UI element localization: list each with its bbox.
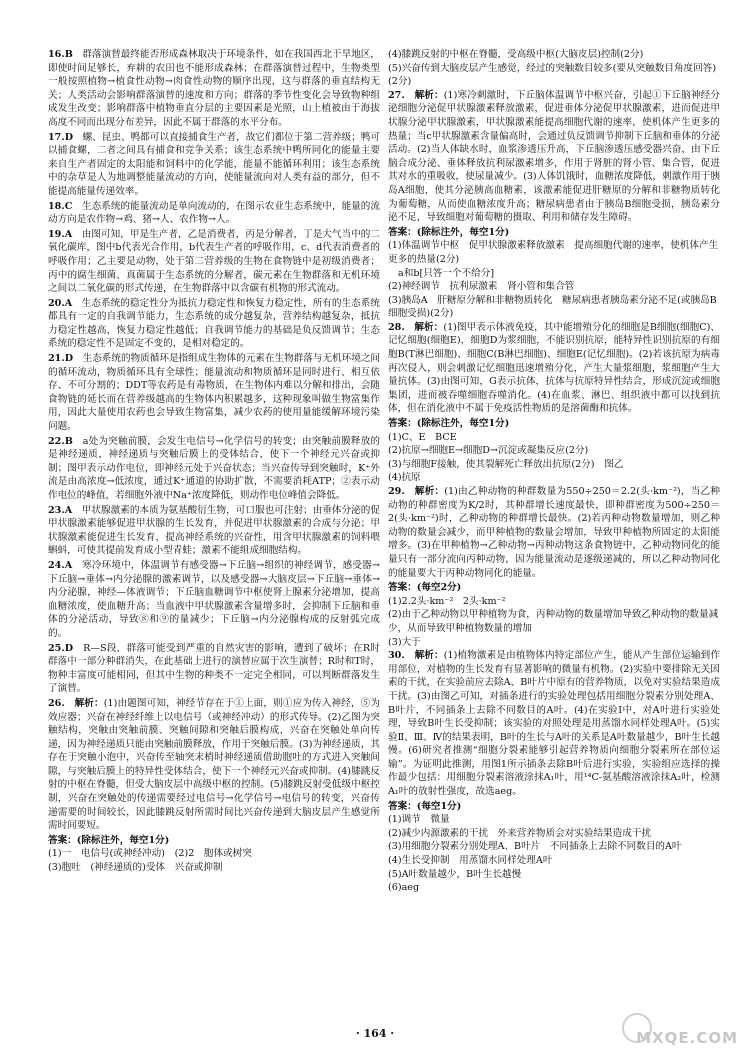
question-text: (1)由乙种动物的种群数量为550÷250＝2.2(头·km⁻²)，当乙种动物的种群密度为K/2时，其种群增长速度最快，即种群密度为500÷250＝2(头·km⁻²)时，乙种动物的种群增长最快。(2)若丙种动物数量增加，则乙种动物的数量会减少，而甲种植物的数量会增加，导致甲种植物所固定的太阳能增多。(3)在甲种植物→乙种动物→丙种动物这条食物链中，乙种动物同化的能量只有一部分流向丙种动物，因为能量流动是逐级递减的，所以乙种动物同化的能量要大于丙种动物同化的能量。: [388, 486, 720, 579]
answer-block-30: [388, 800, 720, 895]
answer-line: (2)神经调节 抗利尿激素 肾小管和集合管: [388, 281, 575, 293]
question-number: 30.: [388, 650, 415, 662]
question-29: [388, 485, 720, 580]
answer-line: (1)一 电信号(或神经冲动) (2)2 胞体或树突: [48, 848, 252, 860]
answer-line: (6)aeg: [388, 882, 420, 894]
answer-block-29: [388, 581, 720, 649]
question-number: 29.: [388, 486, 415, 497]
watermark-text: MXQE.COM: [636, 1029, 738, 1047]
question-text: 由图可知，甲是生产者，乙是消费者，丙是分解者，丁是大气当中的二氧化碳库，图中b代表光合作用，b代表生产者的呼吸作用，c、d代表消费者的呼吸作用；乙主要是动物，处于第二营养级的生物在食物链中是初级消费者；丙中的腐生细菌、真菌属于生态系统的分解者，碳元素在生物群落和无机环境之间以二氧化碳的形式传递，在生物群落中以含碳有机物的形式流动。: [48, 228, 381, 295]
answer-block-27: [388, 226, 720, 321]
answer-lines: [388, 239, 720, 321]
question-text: 生态系统的能量流动是单向流动的，在图示农业生态系统中，能量的流动方向是农作物→鸡、猪→人、农作物→人。: [48, 200, 381, 226]
answer-line: (5)A叶数量越少，B叶生长越慢: [388, 868, 522, 880]
question-item: [388, 321, 720, 416]
question-text: 寒冷环境中，体温调节有感受器→下丘脑→组织的神经调节，感受器→下丘脑→垂体→内分泌腺的激素调节，以及感受器→大脑皮层→下丘脑→垂体→内分泌腺，神经—体液调节；下丘脑血糖调节中枢使肾上腺素分泌增加，提高血糖浓度，使血糖升高；当血液中甲状腺激素含量增多时，会抑制下丘脑和垂体的分泌活动，导致⑧和⑨的量减少；下丘脑→内分泌腺构成的反射弧完成的。: [48, 559, 380, 639]
question-text: (1)图甲表示体液免疫，其中能增殖分化的细胞是B细胞(细胞C)、记忆细胞(细胞E)，细胞D为浆细胞，不能识别抗原，能特异性识别抗原的有细胞B(T淋巴细胞)、细胞C(B淋巴细胞)、细胞E(记忆细胞)。(2)若该抗原为病毒再次侵入，则会刺激记忆细胞迅速增殖分化，产生大量浆细胞，浆细胞产生大量抗体。(3)由图可知，G表示抗体，抗体与抗原特异性结合，形成沉淀或细胞集团，进而被吞噬细胞吞噬消化。(4)在血浆、淋巴、组织液中都可以找到抗体，但在消化液中不属于免疫活性物质的是溶菌酶和抗体。: [388, 321, 721, 415]
answer-line: (1)C、E BCE: [388, 431, 457, 443]
analysis-label: 解析：: [414, 89, 444, 101]
analysis-label: 解析：: [414, 321, 444, 333]
question-item: [388, 89, 720, 225]
question-item: [388, 649, 720, 799]
question-number: 27.: [388, 89, 415, 101]
left-column: [48, 48, 380, 875]
question-text: (1)植物激素是由植物体内特定部位产生，能从产生部位运输到作用部位，对植物的生长发育有显著影响的微量有机物。(2)实验中要排除无关因素的干扰，在实验前应去除A、B叶片中原有的营养物质，以免对实验结果造成干扰。(3)由图乙可知，对插条进行的实验处理包括用细胞分裂素分别处理A、B叶片，不同插条上去除不同数目的A叶。(4)在实验Ⅰ中，对A叶进行实验处理，导致B叶生长受抑制；该实验的对照处理是用蒸馏水同样处理A叶。(5)实验Ⅱ、Ⅲ、Ⅳ的结果表明，B叶的生长与A叶的关系是A叶数量越少，B叶生长越慢。(6)研究者推测“细胞分裂素能够引起营养物质向细胞分裂素所在部位运输”。为证明此推测，用图1所示插条去除B叶后进行实验，实验组应选择的操作最少包括：用细胞分裂素溶液涂抹A₁叶，用¹⁴C-氨基酸溶液涂抹A₂叶，检测A₁叶的放射性强度，故选aeg。: [388, 650, 720, 798]
answer-heading: 答案：(每空2分): [388, 582, 462, 594]
left-question-list: [48, 48, 380, 833]
question-text: (1)由题图可知，神经节存在于①上面，则①应为传入神经，⑤为效应器；兴奋在神经纤维上以电信号（或神经冲动）的形式传导。(2)乙图为突触结构，突触由突触前膜、突触间隙和突触后膜构成，兴奋在突触处单向传递，因为神经递质只能由突触前膜释放，作用于突触后膜。(3)为神经递质，其存在于突触小泡中，兴奋传至轴突末梢时神经递质借助胞吐的方式进入突触间隙，与突触后膜上的特异性受体结合，使下一个神经元兴奋或抑制。(4)膝跳反射的中枢在脊髓，但受大脑皮层中高级中枢的控制。(5)膝跳反射受低级中枢控制，兴奋在突触处的传递需要经过电信号→化学信号→电信号的转变，兴奋传递需要的时间较长，因此膝跳反射所需时间比兴奋传递到大脑皮层产生感觉所需时间要短。: [48, 697, 380, 832]
answer-line: (2)由于乙种动物以甲种植物为食，丙种动物的数量增加导致乙种动物的数量减少，从而导致甲种植物数量的增加: [388, 609, 719, 634]
answer-heading: 答案：(除标注外，每空1分): [48, 834, 170, 846]
question-text: a处为突触前膜，会发生电信号→化学信号的转变；由突触前膜释放的是神经递质，神经递质与突触后膜上的受体结合，使下一个神经元兴奋或抑制；图甲表示动作电位，即神经元处于兴奋状态；当兴奋传导到突触时，K⁺外流是由高浓度→低浓度，通过K⁺通道的协助扩散，不需要消耗ATP；②表示动作电位的峰值，若细胞外液中Na⁺浓度降低，则动作电位峰值会降低。: [48, 435, 380, 501]
question-item: [48, 131, 380, 199]
question-30: [388, 649, 720, 799]
question-text: (1)寒冷刺激时，下丘脑体温调节中枢兴奋，引起①下丘脑神经分泌细胞分泌促甲状腺激素释放激素，促进垂体分泌促甲状腺激素，进而促进甲状腺分泌甲状腺激素，甲状腺激素能提高细胞代谢的速率，使机体产生更多的热量；当c甲状腺激素含量偏高时，会通过负反馈调节抑制下丘脑和垂体的分泌活动。(2)当人体缺水时，血浆渗透压升高，下丘脑渗透压感受器兴奋，由下丘脑合成分泌、垂体释放抗利尿激素增多，作用于肾脏的肾小管、集合管，促进其对水的重吸收，使尿量减少。(3)人体饥饿时，血糖浓度降低，刺激作用于胰岛A细胞，使其分泌胰高血糖素，该激素能促进肝糖原的分解和非糖物质转化为葡萄糖，从而使血糖浓度升高；糖尿病患者由于胰岛B细胞受损，胰岛素分泌不足，导致细胞对葡萄糖的摄取、利用和储存发生障碍。: [388, 89, 720, 224]
answer-line: (1)调节 微量: [388, 814, 450, 826]
question-text: 螺、昆虫、鸭都可以直接捕食生产者，故它们都位于第二营养级；鸭可以捕食螺，二者之间具有捕食和竞争关系；该生态系统中鸭所同化的能量主要来自生产者固定的太阳能和饲料中的化学能，能量不能循环利用；该生态系统中的杂草是人为地调整能量流动的方向，使能量流向对人类有益的部分，但不能提高能量传递效率。: [48, 131, 381, 197]
question-text: 生态系统的稳定性分为抵抗力稳定性和恢复力稳定性，所有的生态系统都具有一定的自我调节能力，生态系统的成分越复杂，营养结构越复杂，抵抗力稳定性越高，恢复力稳定性越低；自我调节能力的基础是负反馈调节；生态系统的稳定性不是固定不变的，是相对稳定的。: [48, 297, 381, 350]
question-number: 24.A: [48, 559, 83, 571]
answer-lines: [48, 847, 380, 874]
question-number: 20.A: [48, 297, 82, 309]
question-number: 28.: [388, 321, 415, 333]
question-number: 26.: [48, 697, 75, 709]
answer-line: (4)膝跳反射的中枢在脊髓，受高级中枢(大脑皮层)控制(2分): [388, 49, 644, 60]
question-item: [48, 352, 380, 434]
answer-line: (2)抗原→细胞E→细胞D→沉淀或凝集反应(2分): [388, 445, 589, 457]
question-item: [48, 48, 380, 130]
answer-heading: 答案：(除标注外，每空1分): [388, 226, 510, 238]
right-column: [388, 48, 720, 895]
analysis-label: 解析：: [414, 486, 445, 497]
question-item: [48, 697, 380, 833]
watermark-logo: [620, 1011, 738, 1047]
question-28: [388, 321, 720, 416]
question-number: 21.D: [48, 353, 83, 365]
question-27: [388, 89, 720, 225]
question-number: 23.A: [48, 504, 82, 516]
question-item: [48, 435, 380, 503]
answer-lines: [388, 813, 720, 895]
answer-line: (3)胞吐 (神经递质的)受体 兴奋或抑制: [48, 862, 223, 874]
answer-heading: 答案：(每空1分): [388, 800, 462, 812]
question-item: [48, 504, 380, 558]
question-text: 生态系统的物质循环是指组成生物体的元素在生物群落与无机环境之间的循环流动，物质循环具有全球性；能量流动和物质循环是同时进行、相互依存、不可分割的；DDT等农药是有毒物质，在生物体内难以分解和排出，会随食物链的延长而在营养级越高的生物体内积累越多，这种现象叫做生物富集作用，因此大量使用农药也会导致生物富集，减少农药的使用量能缓解环境污染问题。: [48, 353, 381, 433]
answer-lines: [388, 431, 720, 485]
answer-block-26: [48, 834, 380, 875]
continued-answer-26: [388, 48, 720, 89]
answer-line: (2)减少内源激素的干扰 外来营养物质会对实验结果造成干扰: [388, 827, 652, 839]
answer-line: (3)与细胞F接触，使其裂解死亡释放出抗原(2分) 图乙: [388, 458, 624, 470]
question-text: R—S段，群落可能受到严重的自然灾害的影响，遭到了破坏；在R时群落中一部分种群消失，在此基础上进行的演替应属于次生演替；R时和T时，物种丰富度可能相同，但其中生物的种类不一定完全相同，可以判断群落发生了演替。: [48, 642, 380, 695]
question-text: 甲状腺激素的本质为氨基酸衍生物，可口服也可注射；由垂体分泌的促甲状腺激素能够促进甲状腺的生长发育，并促进甲状腺激素的合成与分泌；甲状腺激素能促进生长发育，提高神经系统的兴奋性，用含甲状腺激素的饲料喂蝌蚪，可使其提前发育成小型青蛙；激素不能组成细胞结构。: [48, 504, 381, 557]
analysis-label: 解析：: [74, 697, 104, 709]
question-number: 18.C: [48, 200, 82, 212]
answer-line: (4)生长受抑制 用蒸馏水同样处理A叶: [388, 855, 553, 867]
question-item: [48, 297, 380, 351]
question-item: [48, 228, 380, 296]
answer-line: (4)抗原: [388, 472, 421, 484]
question-item: [48, 642, 380, 696]
answer-line: a和b[只答一个不给分]: [398, 267, 495, 279]
answer-block-28: [388, 417, 720, 485]
question-item: [388, 485, 720, 580]
answer-line: (1)体温调节中枢 促甲状腺激素释放激素 提高细胞代谢的速率，使机体产生更多的热量(2分): [388, 240, 719, 265]
question-number: 16.B: [48, 49, 83, 60]
answer-line: (3)用细胞分裂素分别处理A、B叶片 不同插条上去除不同数目的A叶: [388, 841, 682, 853]
answer-heading: 答案：(除标注外，每空1分): [388, 418, 510, 430]
question-number: 19.A: [48, 228, 82, 240]
analysis-label: 解析：: [414, 650, 444, 662]
answer-line: (3)大于: [388, 636, 421, 648]
question-text: 群落演替最终能否形成森林取决于环境条件，如在我国西北干旱地区，即使时间足够长，弃耕的农田也不能形成森林；在群落演替过程中，生物类型一般按照植物→植食性动物→肉食性动物的顺序出现，这与群落的垂直结构无关；人类活动会影响群落演替的速度和方向；群落的季节性变化会导致物种组成发生改变；影响群落中植物垂直分层的主要因素是光照，山上植被由于海拔高度不同而出现分布差异，因此不属于群落的水平分布。: [48, 49, 380, 128]
question-item: [48, 200, 380, 227]
answer-line: (5)兴奋传到大脑皮层产生感觉，经过的突触数目较多(要从突触数目角度回答)(2分): [388, 62, 717, 88]
question-number: 22.B: [48, 435, 83, 447]
answer-line: (1)2.2头·km⁻² 2头·km⁻²: [388, 595, 506, 607]
page-number: · 164 ·: [355, 1027, 395, 1040]
question-item: [48, 559, 380, 641]
question-number: 17.D: [48, 131, 83, 143]
answer-lines: [388, 595, 720, 649]
question-number: 25.D: [48, 642, 84, 654]
answer-line: (3)胰岛A 肝糖原分解和非糖物质转化 糖尿病患者胰岛素分泌不足(或胰岛B细胞受损)(2分): [388, 294, 717, 320]
